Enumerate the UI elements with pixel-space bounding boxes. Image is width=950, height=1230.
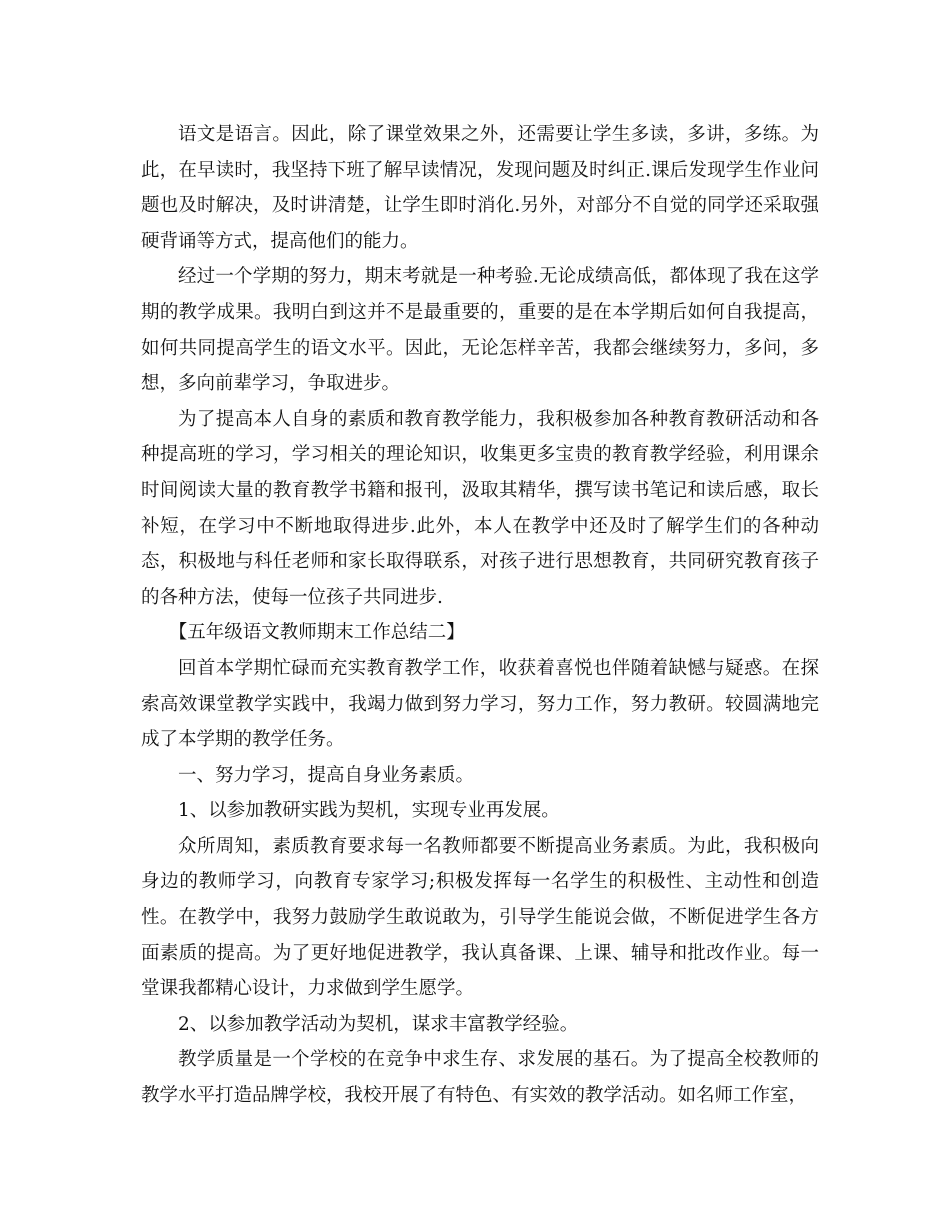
paragraph-teaching-quality: 教学质量是一个学校的在竞争中求生存、求发展的基石。为了提高全校教师的教学水平打造品牌学校，我校开展了有特色、有实效的教学活动。如名师工作室，: [141, 1049, 819, 1107]
section-title-summary-two: 【五年级语文教师期末工作总结二】: [168, 622, 465, 644]
subheading-teaching-activities: 2、以参加教学活动为契机，谋求丰富教学经验。: [178, 1013, 579, 1035]
paragraph-review: 回首本学期忙碌而充实教育教学工作，收获着喜悦也伴随着缺憾与疑惑。在探索高效课堂教学实践中，我竭力做到努力学习，努力工作，努力教研。较圆满地完成了本学期的教学任务。: [141, 657, 819, 751]
paragraph-practice: 语文是语言。因此，除了课堂效果之外，还需要让学生多读，多讲，多练。为此，在早读时，我坚持下班了解早读情况，发现问题及时纠正.课后发现学生作业问题也及时解决，及时讲清楚，让学生即时消化.另外，对部分不自觉的同学还采取强硬背诵等方式，提高他们的能力。: [141, 124, 819, 252]
heading-study-hard: 一、努力学习，提高自身业务素质。: [178, 764, 475, 786]
paragraph-final-exam: 经过一个学期的努力，期末考就是一种考验.无论成绩高低，都体现了我在这学期的教学成果。我明白到这并不是最重要的，重要的是在本学期后如何自我提高，如何共同提高学生的语文水平。因此，无论怎样辛苦，我都会继续努力，多问，多想，多向前辈学习，争取进步。: [141, 266, 819, 395]
paragraph-self-improvement: 为了提高本人自身的素质和教育教学能力，我积极参加各种教育教研活动和各种提高班的学习，学习相关的理论知识，收集更多宝贵的教育教学经验，利用课余时间阅读大量的教育教学书籍和报刊，汲取其精华，撰写读书笔记和读后感，取长补短，在学习中不断地取得进步.此外，本人在教学中还及时了解学生们的各种动态，积极地与科任老师和家长取得联系，对孩子进行思想教育，共同研究教育孩子的各种方法，使每一位孩子共同进步.: [141, 408, 819, 608]
document-body: [141, 117, 819, 1114]
subheading-research-practice: 1、以参加教研实践为契机，实现专业再发展。: [178, 800, 560, 822]
paragraph-quality-education: 众所周知，素质教育要求每一名教师都要不断提高业务素质。为此，我积极向身边的教师学习，向教育专家学习;积极发挥每一名学生的积极性、主动性和创造性。在教学中，我努力鼓励学生敢说敢为，引导学生能说会做，不断促进学生各方面素质的提高。为了更好地促进教学，我认真备课、上课、辅导和批改作业。每一堂课我都精心设计，力求做到学生愿学。: [141, 835, 819, 1000]
